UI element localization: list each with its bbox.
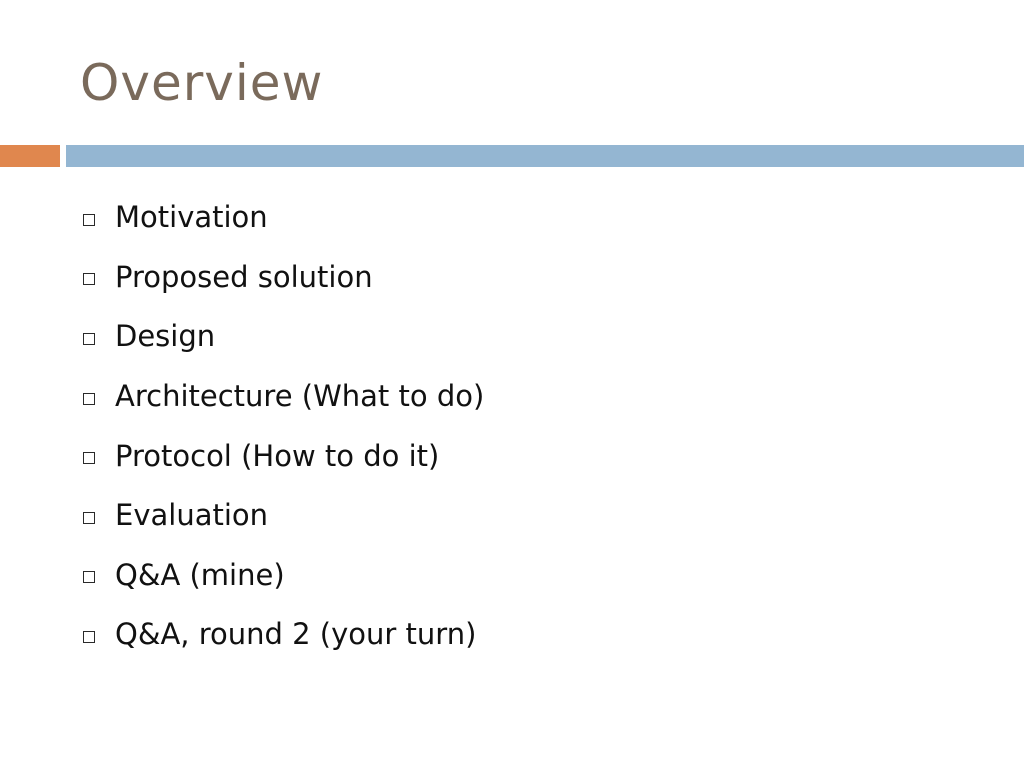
list-item bbox=[80, 546, 484, 606]
list-item bbox=[80, 367, 484, 427]
bullet-text: Architecture (What to do) bbox=[115, 379, 485, 414]
bullet-text: Protocol (How to do it) bbox=[115, 438, 440, 473]
accent-bar-blue bbox=[66, 145, 1024, 167]
bullet-text: Design bbox=[115, 319, 216, 354]
square-bullet-icon bbox=[83, 512, 95, 524]
square-bullet-icon bbox=[83, 273, 95, 285]
square-bullet-icon bbox=[83, 214, 95, 226]
bullet-text: Motivation bbox=[115, 200, 268, 235]
square-bullet-icon bbox=[83, 333, 95, 345]
bullet-text: Proposed solution bbox=[115, 259, 373, 294]
accent-bar-orange bbox=[0, 145, 60, 167]
list-item bbox=[80, 248, 484, 308]
list-item bbox=[80, 307, 484, 367]
list-item bbox=[80, 188, 484, 248]
bullet-text: Q&A, round 2 (your turn) bbox=[115, 617, 477, 652]
list-item bbox=[80, 426, 484, 486]
square-bullet-icon bbox=[83, 393, 95, 405]
slide-title: Overview bbox=[80, 54, 324, 112]
bullet-text: Evaluation bbox=[115, 498, 269, 533]
square-bullet-icon bbox=[83, 571, 95, 583]
list-item bbox=[80, 605, 484, 665]
square-bullet-icon bbox=[83, 631, 95, 643]
list-item bbox=[80, 486, 484, 546]
square-bullet-icon bbox=[83, 452, 95, 464]
bullet-list bbox=[80, 188, 484, 665]
bullet-text: Q&A (mine) bbox=[115, 557, 285, 592]
